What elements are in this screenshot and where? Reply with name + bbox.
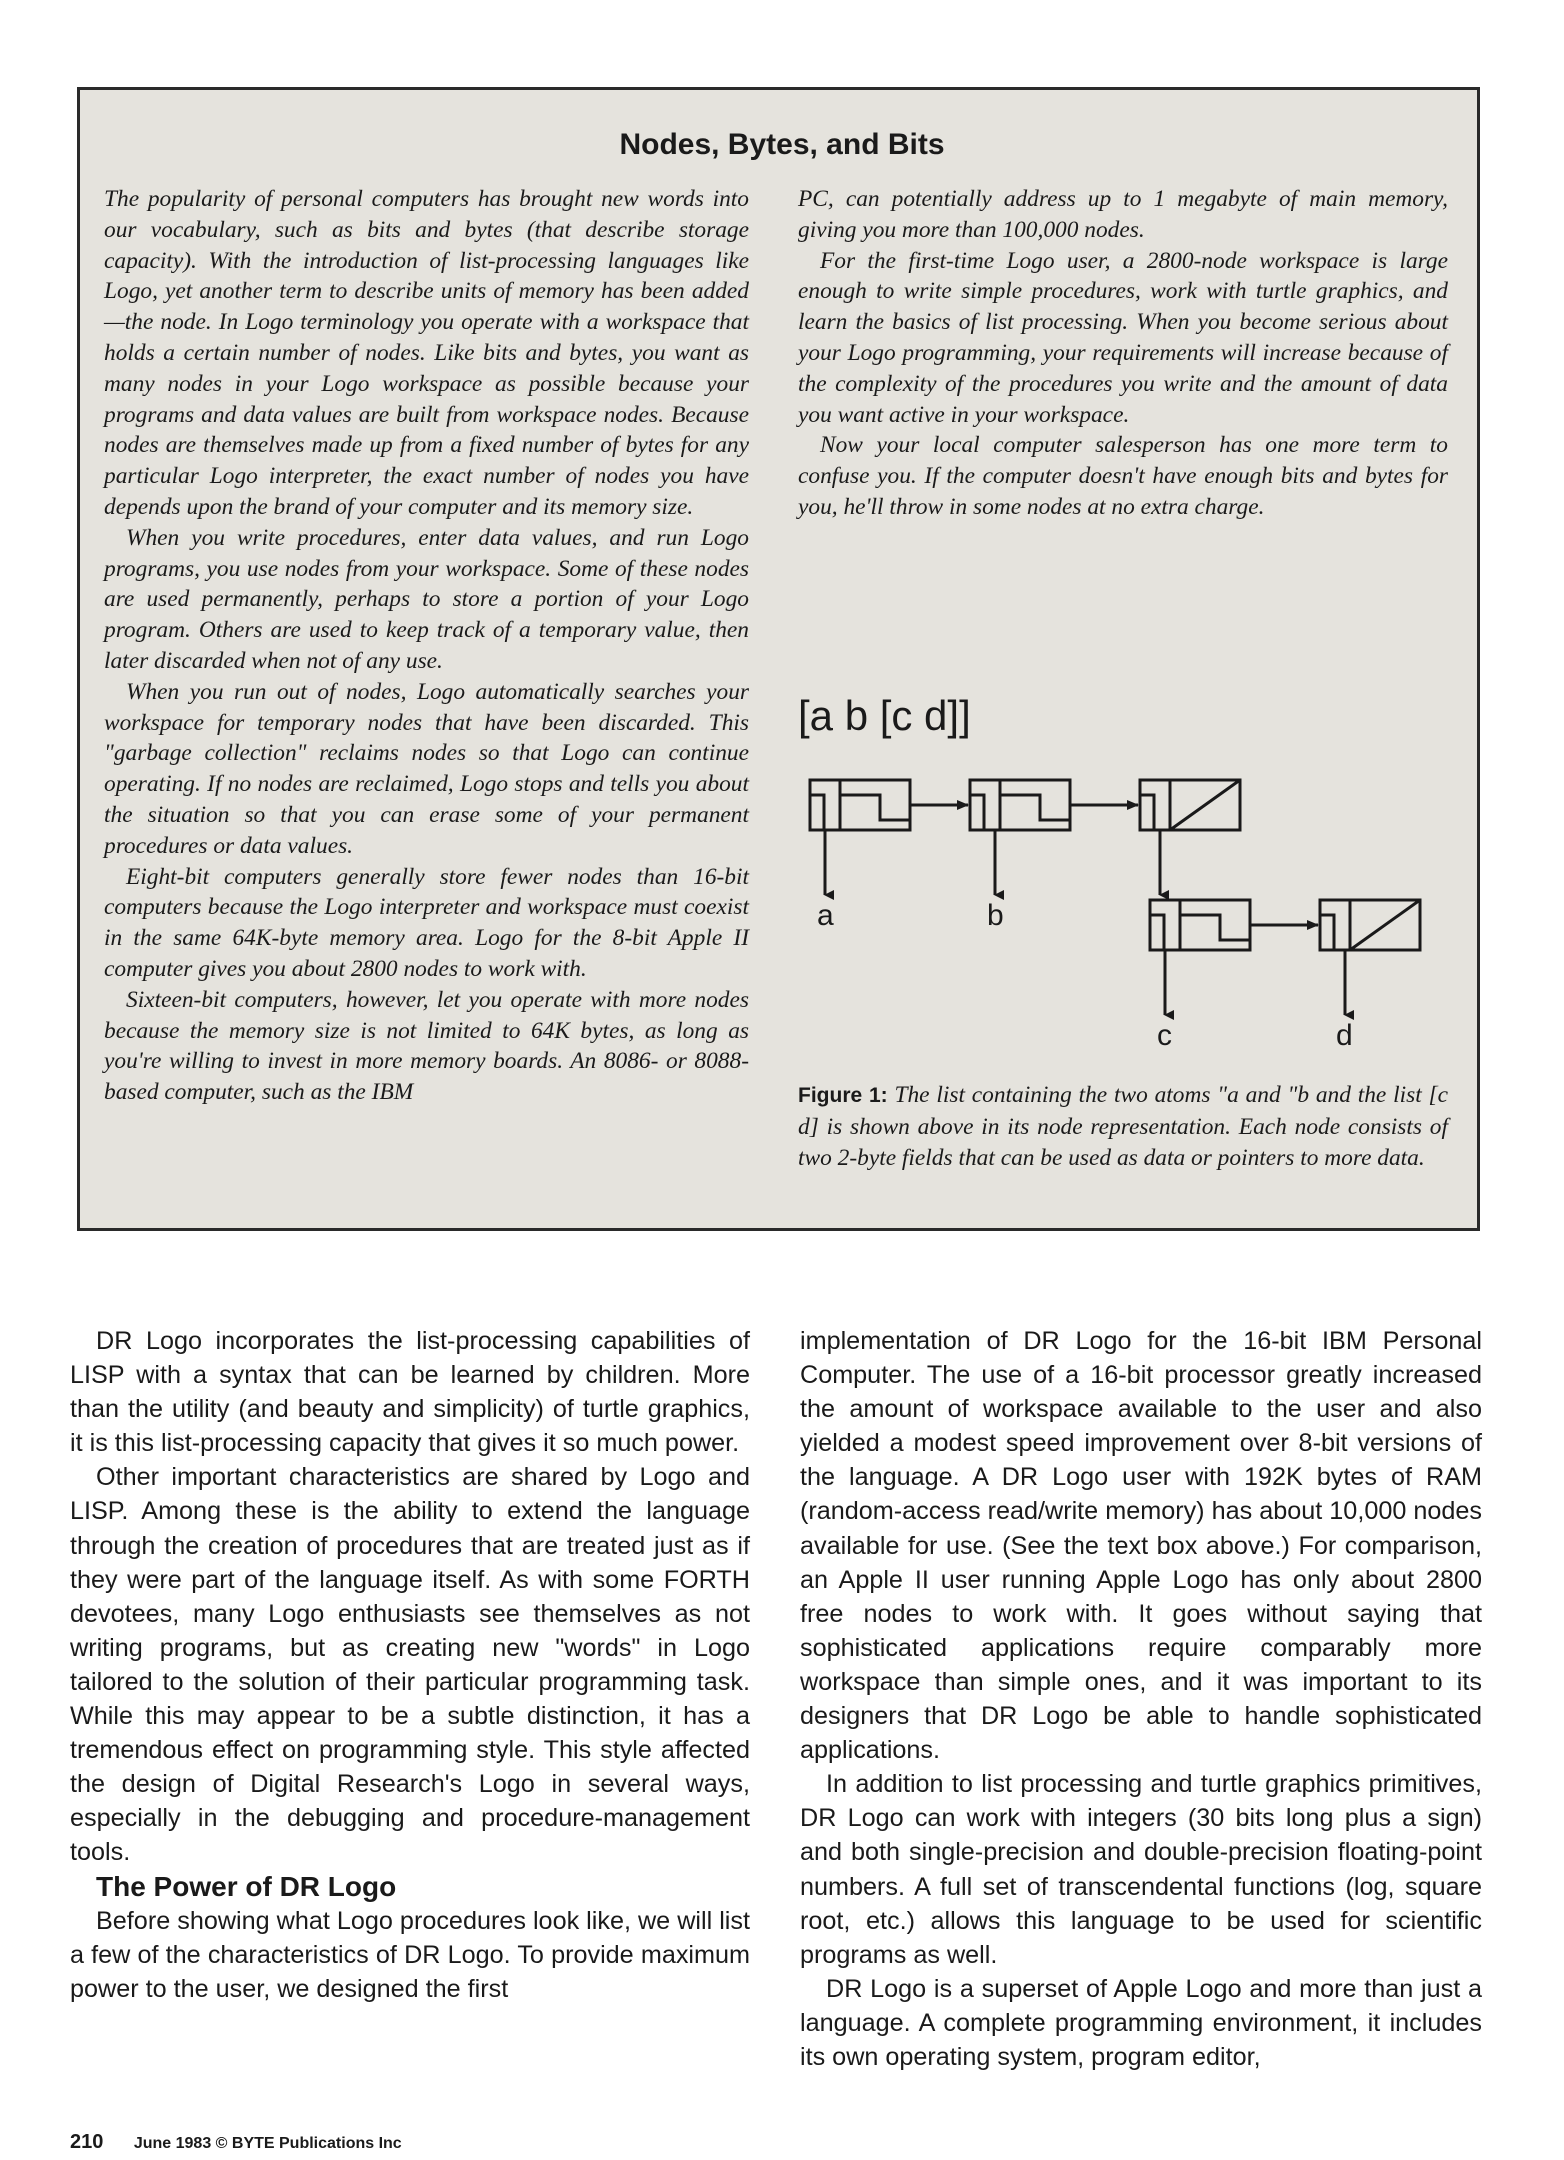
figure-caption — [798, 1080, 1448, 1173]
node-4 — [1150, 900, 1250, 950]
article-paragraph: DR Logo is a superset of Apple Logo and more than just a language. A complete programming environment, it includes its own operating system, program editor, — [800, 1974, 1482, 2071]
publication-line: June 1983 © BYTE Publications Inc — [133, 2135, 402, 2152]
page-footer — [70, 2131, 402, 2154]
sidebar-paragraph: When you run out of nodes, Logo automatically searches your workspace for temporary nodes that have been discarded. This "garbage collection" reclaims nodes so that Logo can continue operating. If no nodes are reclaimed, Logo stops and tells you about the situation so that you can erase some of your permanent procedures or data values. — [104, 678, 749, 859]
sidebar-paragraph: When you write procedures, enter data values, and run Logo programs, you use nodes from your workspace. Some of these nodes are used permanently, perhaps to store a portion of your Logo program. Others are used to keep track of a temporary value, then later discarded when not of any use. — [104, 524, 749, 674]
atom-a: a — [817, 899, 834, 932]
node-3 — [1140, 780, 1240, 830]
atom-d: d — [1336, 1019, 1353, 1052]
article-paragraph: Other important characteristics are shared by Logo and LISP. Among these is the ability to extend the language through the creation of procedures that are treated just as if they were part of the language itself. As with some FORTH devotees, many Logo enthusiasts see themselves as not writing programs, but as creating new "words" in Logo tailored to the solution of their particular programming task. While this may appear to be a subtle distinction, it has a tremendous effect on programming style. This style affected the design of Digital Research's Logo in several ways, especially in the debugging and procedure-management tools. — [70, 1463, 750, 1867]
node-diagram — [790, 660, 1470, 1060]
node-1 — [810, 780, 910, 830]
sidebar-paragraph: Sixteen-bit computers, however, let you operate with more nodes because the memory size is not limited to 64K bytes, as long as you're willing to invest in more memory boards. An 8086- or 8088-based computer, such as the IBM — [104, 986, 749, 1106]
figure-caption-text: The list containing the two atoms "a and "b and the list [c d] is shown above in its node representation. Each node consists of two 2-byte fields that can be used as data or pointers to more data. — [798, 1082, 1448, 1171]
sidebar-paragraph: PC, can potentially address up to 1 megabyte of main memory, giving you more than 100,000 nodes. — [798, 186, 1448, 243]
node-5 — [1320, 900, 1420, 950]
article-paragraph: DR Logo incorporates the list-processing capabilities of LISP with a syntax that can be learned by children. More than the utility (and beauty and simplicity) of turtle graphics, it is this list-processing capacity that gives it so much power. — [70, 1327, 750, 1458]
sidebar-paragraph: Now your local computer salesperson has one more term to confuse you. If the computer doesn't have enough bits and bytes for you, he'll throw in some nodes at no extra charge. — [798, 432, 1448, 520]
article-paragraph: In addition to list processing and turtle graphics primitives, DR Logo can work with integers (30 bits long plus a sign) and both single-precision and double-precision floating-point numbers. A full set of transcendental functions (log, square root, etc.) allows this language to be used for scientific programs as well. — [800, 1770, 1482, 1969]
sidebar-paragraph: For the first-time Logo user, a 2800-node workspace is large enough to write simple procedures, work with turtle graphics, and learn the basics of list processing. When you become serious about your Logo programming, your requirements will increase because of the complexity of the procedures you write and the amount of data you want active in your workspace. — [798, 247, 1448, 428]
sidebar-right-column — [798, 184, 1448, 523]
atom-c: c — [1157, 1019, 1172, 1052]
section-heading: The Power of DR Logo — [96, 1870, 397, 1902]
sidebar-left-column — [104, 184, 749, 1108]
node-2 — [970, 780, 1070, 830]
figure-label: Figure 1: — [798, 1084, 888, 1107]
article-left-column — [70, 1324, 750, 2006]
article-right-column — [800, 1324, 1482, 2074]
sidebar-title: Nodes, Bytes, and Bits — [619, 128, 945, 161]
atom-b: b — [987, 899, 1004, 932]
article-paragraph: Before showing what Logo procedures look like, we will list a few of the characteristics of DR Logo. To provide maximum power to the user, we designed the first — [70, 1906, 750, 2003]
page-number: 210 — [70, 2131, 104, 2153]
sidebar-paragraph: Eight-bit computers generally store fewer nodes than 16-bit computers because the Logo interpreter and workspace must coexist in the same 64K-byte memory area. Logo for the 8-bit Apple II computer gives you about 2800 nodes to work with. — [104, 863, 749, 982]
list-expression: [a b [c d]] — [798, 692, 971, 739]
sidebar-paragraph: The popularity of personal computers has brought new words into our vocabulary, such as bits and bytes (that describe storage capacity). With the introduction of list-processing languages like Logo, yet another term to describe units of memory has been added—the node. In Logo terminology you operate with a workspace that holds a certain number of nodes. Like bits and bytes, you want as many nodes in your Logo workspace as possible because your programs and data values are built from workspace nodes. Because nodes are themselves made up from a fixed number of bytes for any particular Logo interpreter, the exact number of nodes you have depends upon the brand of your computer and its memory size. — [104, 186, 749, 520]
article-paragraph: implementation of DR Logo for the 16-bit IBM Personal Computer. The use of a 16-bit processor greatly increased the amount of workspace available to the user and also yielded a modest speed improvement over 8-bit versions of the language. A DR Logo user with 192K bytes of RAM (random-access read/write memory) has about 10,000 nodes available for use. (See the text box above.) For comparison, an Apple II user running Apple Logo has only about 2800 free nodes to work with. It goes without saying that sophisticated applications require comparably more workspace than simple ones, and it was important to its designers that DR Logo be able to handle sophisticated applications. — [800, 1327, 1482, 1765]
